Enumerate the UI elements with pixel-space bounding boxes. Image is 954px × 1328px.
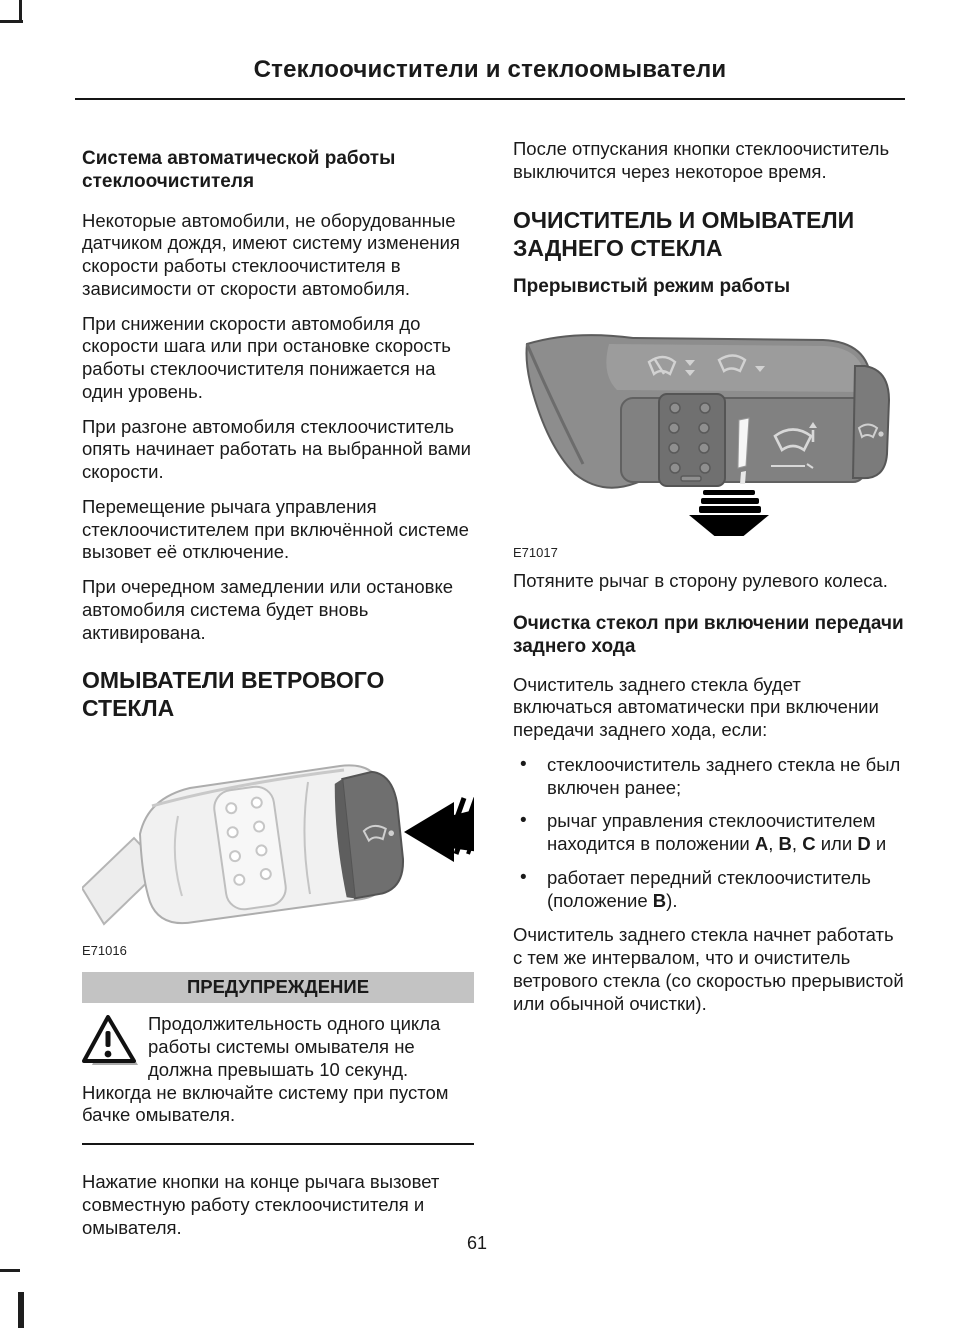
paragraph: Перемещение рычага управления стеклоочистителем при включённой системе вызовет её отключение. (82, 495, 469, 563)
bullet-item: • рычаг управления стеклоочистителем находится в положении A, B, C или D и (513, 810, 905, 856)
section-heading-windscreen-washers: ОМЫВАТЕЛИ ВЕТРОВОГО СТЕКЛА (82, 667, 385, 722)
crop-mark (18, 1292, 24, 1328)
paragraph: Нажатие кнопки на конце рычага вызовет совместную работу стеклоочистителя и омывателя. (82, 1171, 440, 1238)
section-heading-intermittent: Прерывистый режим работы (513, 275, 791, 297)
figure-caption: E71016 (82, 943, 127, 959)
condition-list (513, 754, 905, 913)
warning-title: ПРЕДУПРЕЖДЕНИЕ (82, 972, 474, 1003)
paragraph: Некоторые автомобили, не оборудованные датчиком дождя, имеют систему изменения скорости работы стеклоочистителя в зависимости от скорости автомобиля. (82, 209, 460, 299)
section-divider (82, 1143, 474, 1145)
pull-arrow-icon (689, 490, 769, 536)
page-header (75, 56, 905, 100)
warning-body (82, 1013, 474, 1127)
warning-box (82, 972, 474, 1127)
paragraph: Очиститель заднего стекла будет включаться автоматически при включении передачи заднего хода, если: (513, 673, 879, 741)
figure-windscreen-washer-stalk (82, 736, 474, 958)
wiper-stalk-rear-illustration (513, 314, 905, 536)
paragraph: Потяните рычаг в сторону рулевого колеса. (513, 570, 888, 592)
paragraph: При разгоне автомобиля стеклоочиститель опять начинает работать на выбранной вами скорости. (82, 415, 471, 483)
paragraph: После отпускания кнопки стеклоочиститель выключится через некоторое время. (513, 138, 890, 182)
figure-caption: E71017 (513, 545, 558, 561)
crop-mark (0, 1269, 20, 1272)
section-heading-rear-wiper: ОЧИСТИТЕЛЬ И ОМЫВАТЕЛИ ЗАДНЕГО СТЕКЛА (513, 206, 855, 261)
paragraph: При снижении скорости автомобиля до скорости шага или при остановке скорость работы стеклоочистителя понижается на один уровень. (82, 312, 451, 402)
section-heading-reverse-wipe: Очистка стекол при включении передачи заднего хода (513, 613, 904, 657)
warning-triangle-icon (82, 1015, 138, 1065)
bullet-item: • стеклоочиститель заднего стекла не был включен ранее; (513, 754, 905, 800)
figure-rear-wiper-stalk (513, 314, 905, 560)
bullet-item: • работает передний стеклоочиститель (положение B). (513, 867, 905, 913)
section-heading-auto-wiper: Система автоматической работы стеклоочистителя (82, 148, 396, 192)
crop-mark (19, 0, 22, 22)
paragraph: Очиститель заднего стекла начнет работать с тем же интервалом, что и очиститель ветрового стекла (со скоростью прерывистой или обычной очистки). (513, 924, 904, 1014)
right-column (513, 138, 905, 1251)
left-column (82, 138, 474, 1251)
page-title: Стеклоочистители и стеклоомыватели (253, 56, 727, 83)
paragraph: При очередном замедлении или остановке автомобиля система будет вновь активирована. (82, 576, 454, 643)
warning-text: Продолжительность одного цикла работы системы омывателя не должна превышать 10 секунд. Никогда не включайте систему при пустом бачке омывателя. (82, 1013, 449, 1126)
wiper-stalk-front-illustration (82, 736, 474, 934)
page-number: 61 (466, 1233, 488, 1253)
crop-mark (0, 20, 23, 23)
press-arrow-icon (404, 798, 474, 862)
two-column-layout (0, 100, 954, 1251)
